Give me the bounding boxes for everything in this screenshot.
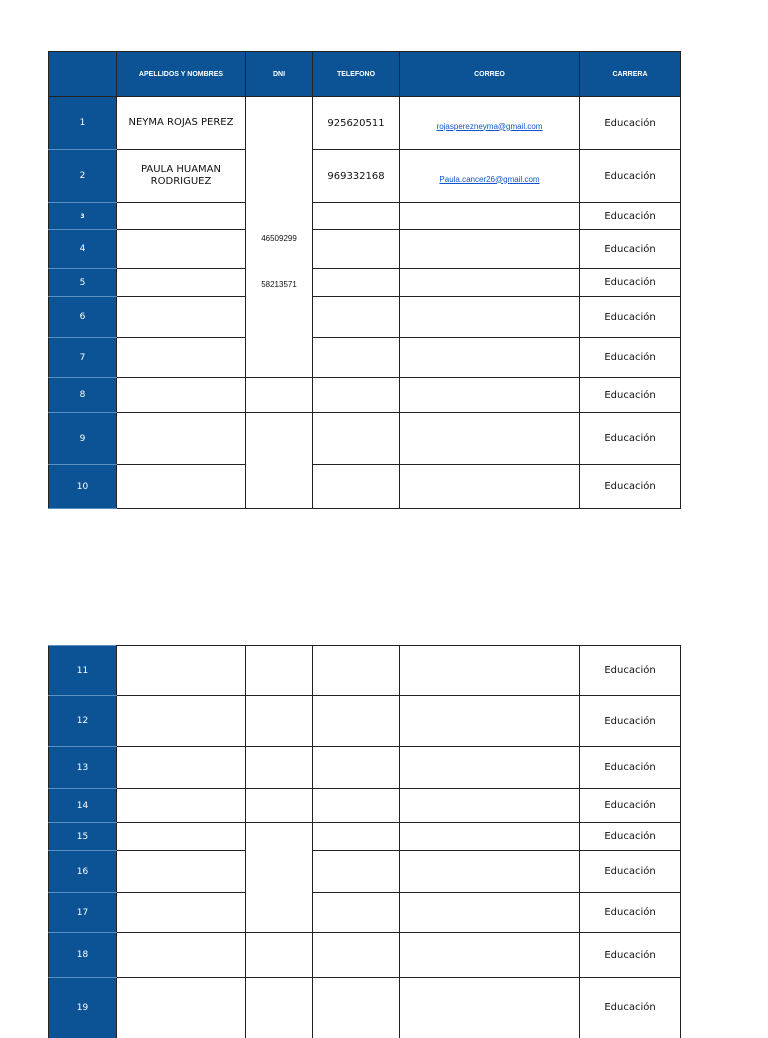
header-num	[49, 52, 117, 97]
email-cell	[400, 933, 580, 978]
phone-cell	[313, 203, 400, 230]
table-row	[49, 823, 681, 851]
carrera-cell: Educación	[580, 696, 681, 747]
email-link[interactable]: Paula.cancer26@gmail.com	[439, 174, 540, 184]
carrera-cell: Educación	[580, 747, 681, 789]
table-row	[49, 297, 681, 338]
table-row	[49, 933, 681, 978]
row-number: 8	[49, 378, 117, 413]
dni-merged-cell	[246, 413, 313, 509]
dni-merged-cell	[246, 823, 313, 933]
dni-cell	[246, 789, 313, 823]
table-row	[49, 646, 681, 696]
dni-cell	[246, 978, 313, 1038]
email-cell	[400, 851, 580, 893]
phone-cell	[313, 978, 400, 1038]
name-cell	[117, 203, 246, 230]
row-number: 7	[49, 338, 117, 378]
table-row	[49, 338, 681, 378]
name-cell	[117, 297, 246, 338]
dni-cell	[246, 747, 313, 789]
students-table-1	[48, 51, 681, 509]
email-cell	[400, 297, 580, 338]
header-carrera: CARRERA	[580, 52, 681, 97]
table-row	[49, 789, 681, 823]
email-cell	[400, 150, 580, 203]
phone-cell	[313, 413, 400, 465]
name-cell	[117, 893, 246, 933]
email-cell	[400, 413, 580, 465]
email-cell	[400, 978, 580, 1038]
row-number: 13	[49, 747, 117, 789]
name-cell	[117, 413, 246, 465]
row-number: 14	[49, 789, 117, 823]
carrera-cell: Educación	[580, 97, 681, 150]
email-cell	[400, 823, 580, 851]
name-cell	[117, 851, 246, 893]
table-row	[49, 150, 681, 203]
carrera-cell: Educación	[580, 933, 681, 978]
carrera-cell: Educación	[580, 150, 681, 203]
name-cell	[117, 230, 246, 269]
header-correo: CORREO	[400, 52, 580, 97]
carrera-cell: Educación	[580, 338, 681, 378]
carrera-cell: Educación	[580, 203, 681, 230]
phone-cell	[313, 646, 400, 696]
carrera-cell: Educación	[580, 413, 681, 465]
table-row	[49, 269, 681, 297]
dni-cell	[246, 646, 313, 696]
dni-cell	[246, 933, 313, 978]
carrera-cell: Educación	[580, 465, 681, 509]
name-cell	[117, 338, 246, 378]
row-number: 2	[49, 150, 117, 203]
row-number: 6	[49, 297, 117, 338]
email-cell	[400, 230, 580, 269]
name-cell	[117, 696, 246, 747]
phone-cell: 925620511	[313, 97, 400, 150]
phone-cell	[313, 465, 400, 509]
row-number: 5	[49, 269, 117, 297]
header-nombres: APELLIDOS Y NOMBRES	[117, 52, 246, 97]
email-link[interactable]: rojasperezneyma@gmail.com	[436, 121, 543, 131]
table-row	[49, 203, 681, 230]
table-row	[49, 230, 681, 269]
phone-cell	[313, 893, 400, 933]
email-cell	[400, 696, 580, 747]
carrera-cell: Educación	[580, 851, 681, 893]
email-cell	[400, 378, 580, 413]
carrera-cell: Educación	[580, 230, 681, 269]
carrera-cell: Educación	[580, 646, 681, 696]
phone-cell	[313, 933, 400, 978]
carrera-cell: Educación	[580, 978, 681, 1038]
phone-cell	[313, 269, 400, 297]
phone-cell	[313, 230, 400, 269]
phone-cell	[313, 338, 400, 378]
row-number: 18	[49, 933, 117, 978]
name-cell	[117, 789, 246, 823]
carrera-cell: Educación	[580, 269, 681, 297]
carrera-cell: Educación	[580, 823, 681, 851]
table-row	[49, 378, 681, 413]
name-cell	[117, 933, 246, 978]
row-number: 15	[49, 823, 117, 851]
name-cell	[117, 465, 246, 509]
dni-value: 46509299	[261, 233, 297, 243]
phone-cell	[313, 823, 400, 851]
dni-merged-cell	[246, 97, 313, 378]
phone-cell	[313, 747, 400, 789]
row-number: 17	[49, 893, 117, 933]
row-number: 16	[49, 851, 117, 893]
name-cell	[117, 646, 246, 696]
email-cell	[400, 893, 580, 933]
row-number: 1	[49, 97, 117, 150]
email-cell	[400, 465, 580, 509]
email-cell	[400, 789, 580, 823]
carrera-cell: Educación	[580, 789, 681, 823]
email-cell	[400, 646, 580, 696]
email-cell	[400, 203, 580, 230]
header-row	[49, 52, 681, 97]
dni-value: 58213571	[261, 279, 297, 289]
email-cell	[400, 747, 580, 789]
row-number: 4	[49, 230, 117, 269]
dni-cell	[246, 378, 313, 413]
table-row	[49, 893, 681, 933]
phone-cell: 969332168	[313, 150, 400, 203]
name-cell	[117, 978, 246, 1038]
row-number: 10	[49, 465, 117, 509]
phone-cell	[313, 696, 400, 747]
table-row	[49, 747, 681, 789]
phone-cell	[313, 789, 400, 823]
name-cell: PAULA HUAMAN RODRIGUEZ	[117, 150, 246, 203]
name-cell	[117, 269, 246, 297]
students-table-2	[48, 645, 681, 1038]
name-cell	[117, 747, 246, 789]
name-cell	[117, 378, 246, 413]
table-row	[49, 97, 681, 150]
row-number: 3	[49, 203, 117, 230]
table-row	[49, 696, 681, 747]
table-row	[49, 851, 681, 893]
header-dni: DNI	[246, 52, 313, 97]
carrera-cell: Educación	[580, 297, 681, 338]
phone-cell	[313, 378, 400, 413]
row-number: 11	[49, 646, 117, 696]
email-cell	[400, 97, 580, 150]
name-cell: NEYMA ROJAS PEREZ	[117, 97, 246, 150]
table-row	[49, 465, 681, 509]
name-cell	[117, 823, 246, 851]
table-row	[49, 978, 681, 1038]
dni-cell	[246, 696, 313, 747]
phone-cell	[313, 851, 400, 893]
email-cell	[400, 269, 580, 297]
row-number: 19	[49, 978, 117, 1038]
carrera-cell: Educación	[580, 378, 681, 413]
row-number: 9	[49, 413, 117, 465]
row-number: 12	[49, 696, 117, 747]
carrera-cell: Educación	[580, 893, 681, 933]
table-row	[49, 413, 681, 465]
phone-cell	[313, 297, 400, 338]
email-cell	[400, 338, 580, 378]
header-telefono: TELEFONO	[313, 52, 400, 97]
